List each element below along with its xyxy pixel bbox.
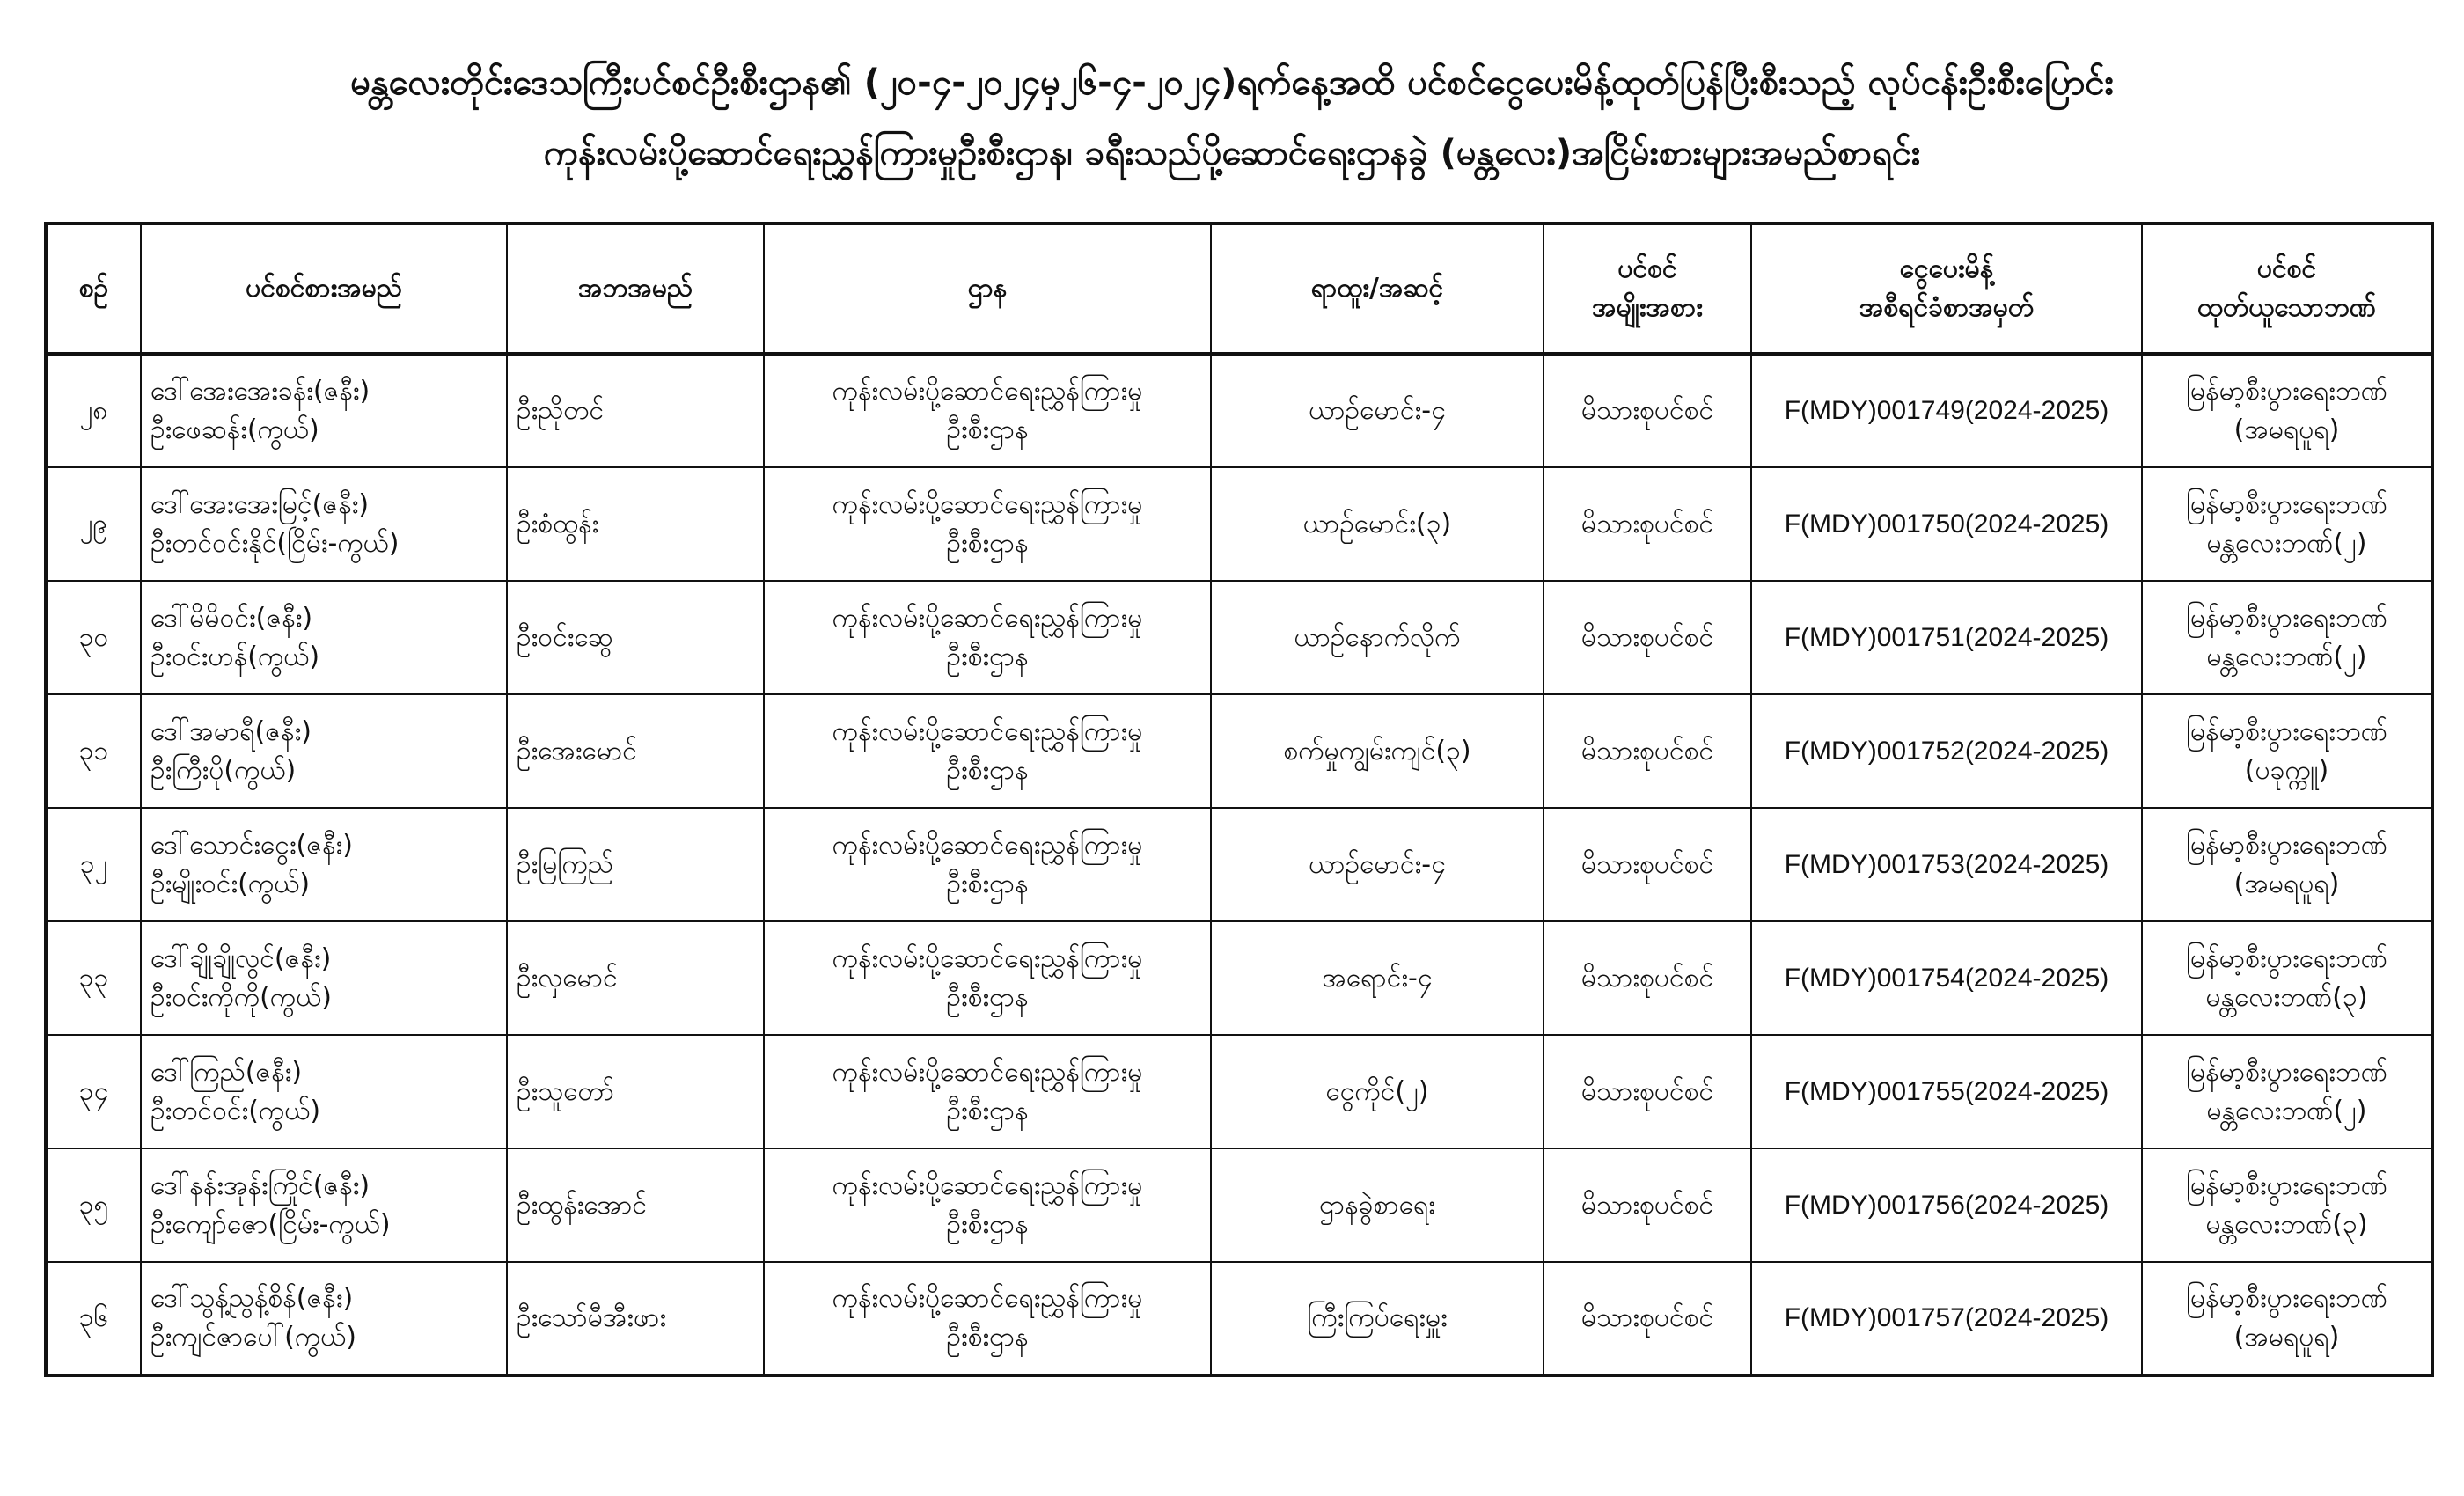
cell-pension-bank xyxy=(2142,808,2432,921)
pensioner-name: ဒေါ်အမာရီ(ဇနီး) xyxy=(150,715,312,747)
bank-branch: မန္တလေးဘဏ်(၂) xyxy=(2206,641,2367,672)
cell-position xyxy=(1211,354,1544,467)
deceased-spouse-name: ဦးတင်ဝင်းနိုင်(ငြိမ်း-ကွယ်) xyxy=(150,527,400,559)
father-name: ဦးသူတော် xyxy=(517,1075,615,1107)
cell-department xyxy=(764,354,1211,467)
cell-department xyxy=(764,921,1211,1035)
cell-pensioner-name xyxy=(141,694,507,808)
payment-order-number: F(MDY)001756(2024-2025) xyxy=(1784,1190,2109,1220)
table-header-row xyxy=(46,224,2432,354)
pension-type: မိသားစုပင်စင် xyxy=(1580,621,1714,653)
department-line-1: ကုန်းလမ်းပို့ဆောင်ရေးညွှန်ကြားမှု xyxy=(832,602,1143,634)
position: ယာဉ်မောင်း-၄ xyxy=(1309,395,1446,426)
serial-number: ၃၁ xyxy=(78,735,109,766)
pensioner-name: ဒေါ်နန်းအုန်းကြိုင်(ဇနီး) xyxy=(150,1170,370,1201)
header-position: ရာထူး/အဆင့် xyxy=(1211,224,1544,354)
cell-pension-type xyxy=(1544,467,1751,581)
cell-department xyxy=(764,1035,1211,1148)
deceased-spouse-name: ဦးကျော်ဇော(ငြိမ်း-ကွယ်) xyxy=(150,1208,391,1240)
serial-number: ၃၂ xyxy=(79,848,108,880)
bank-name: မြန်မာ့စီးပွားရေးဘဏ် xyxy=(2186,829,2387,861)
pension-type: မိသားစုပင်စင် xyxy=(1580,1189,1714,1221)
father-name: ဦးလှမောင် xyxy=(517,962,618,994)
header-pension-bank-line-2: ထုတ်ယူသောဘဏ် xyxy=(2197,292,2376,323)
department-line-2: ဦးစီးဌာန xyxy=(946,981,1029,1013)
header-pension-bank-line-1: ပင်စင် xyxy=(2256,253,2317,284)
header-payment-order-line-2: အစီရင်ခံစာအမှတ် xyxy=(1859,292,2035,323)
father-name: ဦးထွန်းအောင် xyxy=(517,1189,648,1221)
department-line-2: ဦးစီးဌာန xyxy=(946,868,1029,899)
deceased-spouse-name: ဦးကျင်ဇာပေါ်(ကွယ်) xyxy=(150,1322,356,1353)
payment-order-number: F(MDY)001750(2024-2025) xyxy=(1784,509,2109,539)
pensioner-name: ဒေါ်သွန့်ညွန့်စိန်(ဇနီး) xyxy=(150,1283,354,1314)
cell-serial-number xyxy=(46,694,141,808)
father-name: ဦးစံထွန်း xyxy=(517,508,599,539)
department-line-2: ဦးစီးဌာန xyxy=(946,1208,1029,1240)
pensioner-name: ဒေါ်အေးအေးမြင့်(ဇနီး) xyxy=(150,488,370,520)
bank-branch: (ပခုက္ကူ) xyxy=(2244,754,2329,786)
cell-payment-order-number xyxy=(1751,581,2142,694)
cell-pensioner-name xyxy=(141,1035,507,1148)
cell-payment-order-number xyxy=(1751,921,2142,1035)
cell-payment-order-number xyxy=(1751,354,2142,467)
position: ယာဉ်နောက်လိုက် xyxy=(1294,621,1461,653)
header-department: ဌာန xyxy=(764,224,1211,354)
payment-order-number: F(MDY)001751(2024-2025) xyxy=(1784,622,2109,652)
header-no: စဉ် xyxy=(46,224,141,354)
cell-department xyxy=(764,1262,1211,1375)
header-pension-bank xyxy=(2142,224,2432,354)
cell-pension-bank xyxy=(2142,467,2432,581)
pension-type: မိသားစုပင်စင် xyxy=(1580,848,1714,880)
cell-father-name xyxy=(507,808,764,921)
cell-position xyxy=(1211,808,1544,921)
cell-department xyxy=(764,808,1211,921)
cell-pensioner-name xyxy=(141,467,507,581)
table-row xyxy=(46,1035,2432,1148)
cell-serial-number xyxy=(46,354,141,467)
bank-name: မြန်မာ့စီးပွားရေးဘဏ် xyxy=(2186,942,2387,974)
father-name: ဦးသော်မီအီးဖား xyxy=(517,1302,667,1333)
pensioner-name: ဒေါ်မိမိဝင်း(ဇနီး) xyxy=(150,602,313,634)
bank-branch: (အမရပူရ) xyxy=(2233,1322,2340,1353)
position: ငွေကိုင်(၂) xyxy=(1325,1075,1429,1107)
department-line-2: ဦးစီးဌာန xyxy=(946,1095,1029,1126)
cell-department xyxy=(764,581,1211,694)
cell-pensioner-name xyxy=(141,354,507,467)
table-row xyxy=(46,467,2432,581)
payment-order-number: F(MDY)001754(2024-2025) xyxy=(1784,963,2109,993)
pensioner-name: ဒေါ်သောင်းငွေး(ဇနီး) xyxy=(150,829,353,861)
deceased-spouse-name: ဦးဝင်းဟန်(ကွယ်) xyxy=(150,641,320,672)
department-line-1: ကုန်းလမ်းပို့ဆောင်ရေးညွှန်ကြားမှု xyxy=(832,376,1143,407)
serial-number: ၃၀ xyxy=(78,621,109,653)
cell-pension-type xyxy=(1544,1148,1751,1262)
cell-pensioner-name xyxy=(141,1148,507,1262)
department-line-2: ဦးစီးဌာန xyxy=(946,414,1029,445)
serial-number: ၃၄ xyxy=(78,1075,109,1107)
pension-type: မိသားစုပင်စင် xyxy=(1580,735,1714,766)
department-line-1: ကုန်းလမ်းပို့ဆောင်ရေးညွှန်ကြားမှု xyxy=(832,488,1143,520)
father-name: ဦးအေးမောင် xyxy=(517,735,637,766)
bank-name: မြန်မာ့စီးပွားရေးဘဏ် xyxy=(2186,376,2387,407)
serial-number: ၃၃ xyxy=(78,962,109,994)
department-line-1: ကုန်းလမ်းပို့ဆောင်ရေးညွှန်ကြားမှု xyxy=(832,1283,1143,1314)
payment-order-number: F(MDY)001752(2024-2025) xyxy=(1784,736,2109,766)
department-line-2: ဦးစီးဌာန xyxy=(946,641,1029,672)
cell-pension-type xyxy=(1544,808,1751,921)
cell-serial-number xyxy=(46,1035,141,1148)
cell-pensioner-name xyxy=(141,808,507,921)
serial-number: ၂၈ xyxy=(79,395,108,426)
bank-branch: မန္တလေးဘဏ်(၃) xyxy=(2205,981,2368,1013)
table-row xyxy=(46,808,2432,921)
header-payment-order-line-1: ငွေပေးမိန့် xyxy=(1899,253,1994,284)
department-line-1: ကုန်းလမ်းပို့ဆောင်ရေးညွှန်ကြားမှု xyxy=(832,942,1143,974)
cell-pension-type xyxy=(1544,581,1751,694)
cell-pensioner-name xyxy=(141,921,507,1035)
table-row xyxy=(46,921,2432,1035)
cell-father-name xyxy=(507,581,764,694)
cell-payment-order-number xyxy=(1751,694,2142,808)
cell-position xyxy=(1211,921,1544,1035)
deceased-spouse-name: ဦးမျိုးဝင်း(ကွယ်) xyxy=(150,868,311,899)
bank-branch: မန္တလေးဘဏ်(၂) xyxy=(2206,527,2367,559)
table-row xyxy=(46,581,2432,694)
cell-department xyxy=(764,467,1211,581)
deceased-spouse-name: ဦးကြီးပို(ကွယ်) xyxy=(150,754,297,786)
position: ယာဉ်မောင်း(၃) xyxy=(1302,508,1452,539)
cell-serial-number xyxy=(46,921,141,1035)
bank-branch: မန္တလေးဘဏ်(၃) xyxy=(2205,1208,2368,1240)
pension-type: မိသားစုပင်စင် xyxy=(1580,1075,1714,1107)
table-row xyxy=(46,694,2432,808)
cell-pensioner-name xyxy=(141,1262,507,1375)
table-row xyxy=(46,354,2432,467)
cell-payment-order-number xyxy=(1751,1262,2142,1375)
cell-payment-order-number xyxy=(1751,1035,2142,1148)
department-line-2: ဦးစီးဌာန xyxy=(946,754,1029,786)
bank-name: မြန်မာ့စီးပွားရေးဘဏ် xyxy=(2186,602,2387,634)
pension-type: မိသားစုပင်စင် xyxy=(1580,1302,1714,1333)
table-row xyxy=(46,1148,2432,1262)
payment-order-number: F(MDY)001755(2024-2025) xyxy=(1784,1076,2109,1106)
header-payment-order-number xyxy=(1751,224,2142,354)
cell-position xyxy=(1211,467,1544,581)
cell-pension-bank xyxy=(2142,354,2432,467)
cell-serial-number xyxy=(46,467,141,581)
bank-name: မြန်မာ့စီးပွားရေးဘဏ် xyxy=(2186,1056,2387,1088)
payment-order-number: F(MDY)001753(2024-2025) xyxy=(1784,849,2109,879)
cell-pensioner-name xyxy=(141,581,507,694)
cell-pension-type xyxy=(1544,354,1751,467)
position: အရောင်း-၄ xyxy=(1322,962,1433,994)
cell-position xyxy=(1211,694,1544,808)
pensioner-table xyxy=(44,222,2434,1377)
table-body xyxy=(46,354,2432,1375)
department-line-1: ကုန်းလမ်းပို့ဆောင်ရေးညွှန်ကြားမှု xyxy=(832,1170,1143,1201)
bank-name: မြန်မာ့စီးပွားရေးဘဏ် xyxy=(2186,1283,2387,1314)
father-name: ဦးညိုတင် xyxy=(517,395,605,426)
position: ယာဉ်မောင်း-၄ xyxy=(1309,848,1446,880)
payment-order-number: F(MDY)001749(2024-2025) xyxy=(1784,396,2109,425)
cell-father-name xyxy=(507,354,764,467)
cell-father-name xyxy=(507,921,764,1035)
document-title-line-2: ကုန်းလမ်းပို့ဆောင်ရေးညွှန်ကြားမှုဦးစီးဌာန၊ ခရီးသည်ပို့ဆောင်ရေးဌာနခွဲ (မန္တလေး)အငြိမ်းစားများအမည်စာရင်း xyxy=(543,133,1921,173)
bank-name: မြန်မာ့စီးပွားရေးဘဏ် xyxy=(2186,488,2387,520)
cell-payment-order-number xyxy=(1751,808,2142,921)
cell-position xyxy=(1211,1262,1544,1375)
cell-pension-bank xyxy=(2142,1262,2432,1375)
bank-name: မြန်မာ့စီးပွားရေးဘဏ် xyxy=(2186,1170,2387,1201)
cell-serial-number xyxy=(46,1148,141,1262)
cell-father-name xyxy=(507,1148,764,1262)
serial-number: ၂၉ xyxy=(79,508,108,539)
cell-pension-type xyxy=(1544,694,1751,808)
pensioner-name: ဒေါ်အေးအေးခန်း(ဇနီး) xyxy=(150,376,370,407)
bank-branch: (အမရပူရ) xyxy=(2233,868,2340,899)
position: စက်မှုကျွမ်းကျင်(၃) xyxy=(1283,735,1471,766)
cell-position xyxy=(1211,581,1544,694)
department-line-2: ဦးစီးဌာန xyxy=(946,527,1029,559)
cell-position xyxy=(1211,1035,1544,1148)
header-father-name: အဘအမည် xyxy=(507,224,764,354)
serial-number: ၃၆ xyxy=(78,1302,109,1333)
cell-serial-number xyxy=(46,808,141,921)
cell-pension-bank xyxy=(2142,1035,2432,1148)
header-pension-type-line-2: အမျိုးအစား xyxy=(1592,292,1703,323)
cell-father-name xyxy=(507,694,764,808)
deceased-spouse-name: ဦးတင်ဝင်း(ကွယ်) xyxy=(150,1095,321,1126)
document-title-line-1: မန္တလေးတိုင်းဒေသကြီးပင်စင်ဦးစီးဌာန၏ (၂၀-၄-၂၀၂၄မှ၂၆-၄-၂၀၂၄)ရက်နေ့အထိ ပင်စင်ငွေပေးမိန့်ထုတ်ပြန်ပြီးစီးသည့် လုပ်ငန်းဦးစီးပြောင်း xyxy=(350,62,2114,103)
cell-pension-bank xyxy=(2142,921,2432,1035)
serial-number: ၃၅ xyxy=(78,1189,109,1221)
father-name: ဦးမြကြည် xyxy=(517,848,613,880)
cell-pension-type xyxy=(1544,921,1751,1035)
header-pensioner-name: ပင်စင်စားအမည် xyxy=(141,224,507,354)
cell-father-name xyxy=(507,1035,764,1148)
cell-department xyxy=(764,694,1211,808)
cell-position xyxy=(1211,1148,1544,1262)
position: ဌာနခွဲစာရေး xyxy=(1319,1189,1435,1221)
deceased-spouse-name: ဦးဝင်းကိုကို(ကွယ်) xyxy=(150,981,332,1013)
cell-payment-order-number xyxy=(1751,1148,2142,1262)
bank-branch: (အမရပူရ) xyxy=(2233,414,2340,445)
cell-pension-type xyxy=(1544,1262,1751,1375)
cell-father-name xyxy=(507,1262,764,1375)
cell-father-name xyxy=(507,467,764,581)
cell-payment-order-number xyxy=(1751,467,2142,581)
department-line-1: ကုန်းလမ်းပို့ဆောင်ရေးညွှန်ကြားမှု xyxy=(832,829,1143,861)
deceased-spouse-name: ဦးဖေဆန်း(ကွယ်) xyxy=(150,414,319,445)
bank-branch: မန္တလေးဘဏ်(၂) xyxy=(2206,1095,2367,1126)
pension-type: မိသားစုပင်စင် xyxy=(1580,962,1714,994)
position: ကြီးကြပ်ရေးမှူး xyxy=(1307,1302,1448,1333)
cell-serial-number xyxy=(46,581,141,694)
header-pension-type xyxy=(1544,224,1751,354)
cell-department xyxy=(764,1148,1211,1262)
department-line-1: ကုန်းလမ်းပို့ဆောင်ရေးညွှန်ကြားမှု xyxy=(832,715,1143,747)
bank-name: မြန်မာ့စီးပွားရေးဘဏ် xyxy=(2186,715,2387,747)
cell-pension-bank xyxy=(2142,581,2432,694)
pensioner-name: ဒေါ်ချိုချိုလွင်(ဇနီး) xyxy=(150,942,332,974)
department-line-1: ကုန်းလမ်းပို့ဆောင်ရေးညွှန်ကြားမှု xyxy=(832,1056,1143,1088)
header-pension-type-line-1: ပင်စင် xyxy=(1617,253,1677,284)
department-line-2: ဦးစီးဌာန xyxy=(946,1322,1029,1353)
pension-type: မိသားစုပင်စင် xyxy=(1580,508,1714,539)
father-name: ဦးဝင်းဆွေ xyxy=(517,621,613,653)
payment-order-number: F(MDY)001757(2024-2025) xyxy=(1784,1303,2109,1332)
cell-serial-number xyxy=(46,1262,141,1375)
cell-pension-bank xyxy=(2142,1148,2432,1262)
cell-pension-type xyxy=(1544,1035,1751,1148)
pension-type: မိသားစုပင်စင် xyxy=(1580,395,1714,426)
table-row xyxy=(46,1262,2432,1375)
pensioner-name: ဒေါ်ကြည်(ဇနီး) xyxy=(150,1056,303,1088)
cell-pension-bank xyxy=(2142,694,2432,808)
